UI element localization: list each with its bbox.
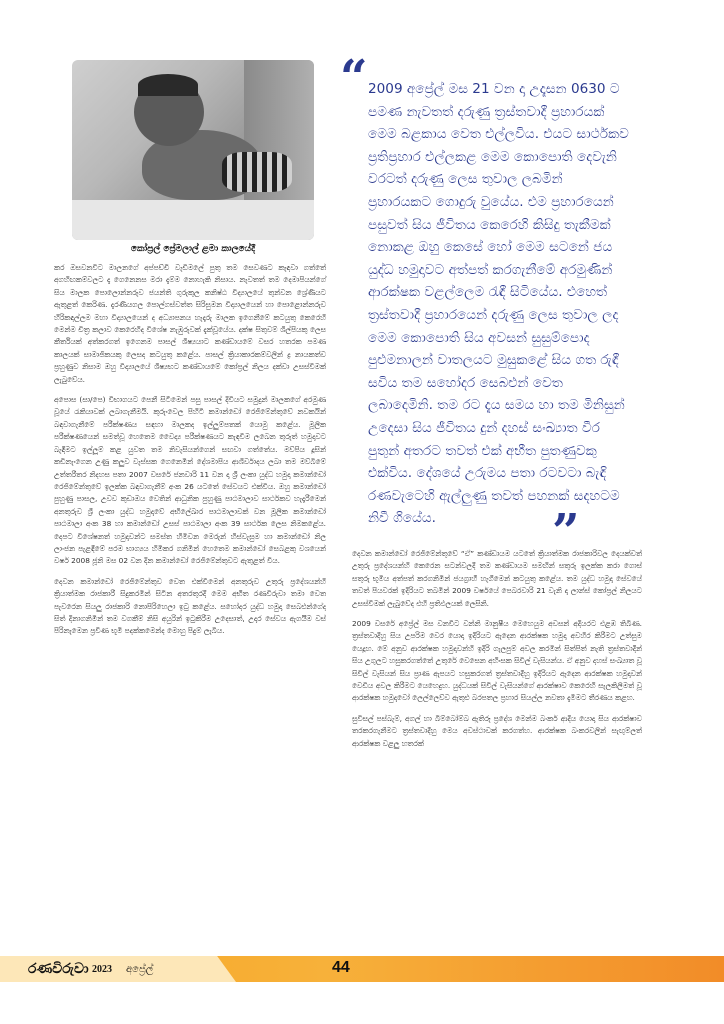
magazine-logo: රණවිරුවා — [28, 961, 89, 977]
photo-caption: කෝප්‍රල් ප්‍රේමලාල් ළමා කාලයේදී — [130, 244, 256, 254]
photo-cloth — [222, 152, 292, 192]
paragraph: සුවිසල් පස්බැම්, අගල් හා බිම්බෝම්බ ඇතිරූ ප්‍රදේශ මෙන්ම බංකර් ආදිය යොදා සිය ආරක්ෂාව තරකරගැනීමට ත්‍රස්තවාදීහු මෙය අවස්ථාවක් කරගත්හ. ආරක්ෂක බංකරවලින් සැඟුම්ලත් ආරක්ෂක වළලු හතරක් — [352, 713, 642, 748]
paragraph: දෙවන කමාන්ඩෝ රෙජිමේන්තුව වෙත එක්වීමෙන් අනතුරුව උතුරු ප්‍රදේශයන්හි ක්‍රියාත්මක රාජකාරී සිදුකරමින් සිටින අතරතුරදී මෙම අභීත රණවිරුවා තමා වෙත පැවරෙන සියලු රාජකාරි නොපිරිහෙලා ඉටු කළේය. සහෝදර යුද්ධ හමුදා සෙබළුන්ගේද සිත් දිනාගනිමින් තම වගකීම් නිසි අයුරින් ඉටුකිරීම උදෙසාත්, උදාර සේවය ඇගයීම වස් පිරිනැමෙන ප්‍රවීණ භූමි පදක්කමෙන්ද මොහු පිදුම් ලැබිය. — [54, 576, 326, 636]
issue-year: 2023 — [92, 964, 112, 975]
page-number: 44 — [332, 959, 350, 976]
quote-open-mark: “ — [340, 50, 368, 106]
paragraph: 2009 වසරේ අප්‍රේල් මස වනවිට වන්නි මානුෂීය මෙහෙයුම අවසන් අදියරට එළඹ තිබිණ. ත්‍රස්තවාදීහු සිය උපරිම වෙර යොදා ඉදිරියට ඇදෙන ආරක්ෂක හමුදා අවහිර කිරීමට උත්සුම යෙදූහ. මේ අනුව ආරක්ෂක හමුදාවන්හි ඉදිරි ගැලපුම් අවල කරමින් සිත්පිත් නැති ත්‍රස්තවාදීන් සිය උගුලට හසුකරගත්තේ උතුරේ වෙසෙන අහිංසක සිවිල් වැසියන්ය. ඒ අනුව දහස් සංඛ්‍යාත වූ සිවිල් වැසියන් සිය ප්‍රාණ ඇපයට හසුකරගත් ත්‍රස්තවාදීහු ඉදිරියට ඇදෙන ආරක්ෂක හමුදාවන් වෙඩිය අවල කිරීමට යෙහෙදුහ. යුද්ධයක් සිවිල් වැසියන්ගේ ආරක්ෂාව කෙරෙහි සැලකිලිමත් වූ ආරක්ෂක හමුදාවෝ ලෙල්ලෙව්ව ඇතුළු බරපතල ප්‍රහාර සියල්ල නවතා දැමීමට තීරණය කළහ. — [352, 619, 642, 703]
paragraph: අපොස (සා/පෙ) විභාගයට පෙනී සිටීමෙන් පසු පාසල් දිවියට සමුදුන් මාලකගේ අරමුණ වූයේ රැකියාවක් ලබාගැනීමයි. කුරුංවෙල පිහිටි කමාන්ඩෝ රෙජිමේන්තුවේ නවකයින් බඳවාගැනීමේ පරීක්ෂණය සඳහා මාලකද ඉල්ලුම්පතක් යොමු කළේය. මූලික පරීක්ෂණයෙන් සමත්වූ හෙතෙම වෛද්‍ය පරීක්ෂණයට කැඳවීම ලබෙන තුරුත් හමුදාවට බැඳීමට ඉල්ලූම් කළ යුවත තම නිවැසියන්ගෙන් සඟවා ගත්තේය. මව්පිය දූසින් කඩිනැංගෙන උණු කලුව වැස්සක ගෙනෙමින් දේශමාපිය ආශිර්වාදය ලබා තම මව්බිමේ උත්තරීතර නිදහස පතා 2007 වසරේ ජනවාරි 11 වන දා ශ්‍රී ලංකා යුද්ධ හමුදා කමාන්ඩෝ රෙජිමේන්තුවේ ඉලක්ක බඳවාගැනීම් අංක 26 යටතේ සේවයට එක්විය. ඔහු කමාන්ඩෝ පුහුණු පාසල, උවව කුඩාඔය වෙතින් ආධුනික පුහුණු පාඨමාලාව සාර්ථකව හැදෑරීමෙන් අනතුරුව ශ්‍රී ලංකා යුද්ධ හමුදාවේ අභිලේඛාර පාඨමාලාවක් වන මූලික කමාන්ඩෝ පාඨමාලා අංක 38 හා කමාන්ඩෝ උසස් පාඨමාලා අංක 39 සාර්ථක ලෙස නිමකළේය. දෙපට විශේෂනත් හමුදාවන්ට සමස්ත හිමිවන මෙරුන් හිස්වැසුම හා කමාන්ඩෝ නිල ලාංජන පැළඳීමේ පරම භාග්‍යය හිමිකර ගනිමින් හෙතෙම කමාන්ඩෝ සෙබළකු වශයෙන් වර්ෂ 2008 ජූනි මස 02 වන දින කමාන්ඩෝ රෙජිමේන්තුවට ඇතුළත් විය. — [54, 395, 326, 566]
page-footer — [0, 950, 724, 988]
paragraph: කර ඔසවනවිට මාලනගේ අප්පච්චි වැඩිමලේ පුතු තම සෙවණට කැඳවා ගත්තේ අගහිඟකම්වලට දැ ගෙනෙනස මරා දැම්ම නොහැකි නිසාය. නැවතත් තම දෙමාපියන්ගේ සිය මාලක පොලොන්නරුව ජයන්ති ගුරුකුල කනිෂ්ඨ විද්‍යාලයේ තුන්වන ශ්‍රේණියට ඇතුළත් කෙරිණ. දැරණියගල පොල්ගස්වත්ත සිරිසුමන විද්‍යාලයෙන් හා පොළොන්නරුව හිරිකඳල්ලම මහා විද්‍යාලයෙන් ද අධ්‍යාපනය හැදෑරු මාලක ඉගෙනීමේ කටයුතු කෙරෙහි මෙන්ම චිත්‍ර කලාව කෙරෙහිද විශේෂ නැඹුරුවක් දැක්වූයේය. දක්ෂ සිතුවම් ශිල්පියකු ලෙස කීර්තියක් අත්කරගත් ඉගෙනම පාසල් ශිෂ්‍යයාට කණ්ඩායමේ වසර හතරක පමණ කාලයක් සාමාජිකයකු ලෙසද කටයුතු කළේය. පාසල් ක්‍රියාකාරකම්වලින් ද්‍ර නායකත්ව ප්‍රහුණුව නිසාම ඔහු විද්‍යාලයේ ශිෂ්‍යභට කණ්ඩායමේ කෝප්‍රල් නිලය දක්වා උසස්වීමක් ලැබුවේය. — [54, 263, 326, 384]
paragraph: දෙවන කමාන්ඩෝ රෙජිමේන්තුවේ “ඒ” කණ්ඩායම යටතේ ක්‍රියාත්මක රාජකාරිවල දෙයක්වත් උතුරු ප්‍රදේශයන්හි කෙරෙන සටන්වලදී තම කණ්ඩායම සමඟින් සතුරු ඉලක්ක කරා ගොස් සතුරු භූමිය අත්පත් කරගනිමින් ජයග්‍රාහී හැගීමෙන් කටයුතු කළේය. තම යුද්ධ හමුදා සේවයේ තවත් පියවරක් ඉදිරියට තබමින් 2009 වර්ෂයේ පෙබරවාරි 21 වැනි දා ලාන්ස් කෝප්‍රල් නිලයට උසස්වීමක් ලැබුවේද එහි ප්‍රතිඵලයක් ලෙසිනි. — [352, 549, 642, 608]
portrait-photo — [72, 60, 314, 240]
photo-rug — [72, 200, 314, 240]
pull-quote: 2009 අප්‍රේල් මස 21 වන දා උදෑසන 0630 ට පමණ නැවතත් දරුණු ත්‍රස්තවාදී ප්‍රහාරයක් මෙම බළකාය වෙත එල්ලවිය. එයට සාර්ථකව ප්‍රතිප්‍රහාර එල්ලකළ මෙම කොපොති දෙවැනි වරටත් දරුණු ලෙස තුවාල ලබමින් ප්‍රහාරයකට ගොදුරු වුයේය. එම ප්‍රහාරයෙන් පසුවත් සිය ජීවිතය කෙරෙහි කිසිදු තැකීමක් නොකළ ඔහු කෙසේ හෝ මෙම සටනේ ජය යුද්ධ හමුදාවට අත්පත් කරගැනීමේ අරමුණින් ආරක්ෂක වළල්ලෙම රැඳී සිටියේය. එහෙත් ත්‍රස්තවාදී ප්‍රහාරයෙන් දරුණු ලෙස තුවාල ලද මෙම කොපොති සිය අවසන් සුසුම්පොද පුළුමනාලන් වාතලයට මුසුකළේ සිය ගත රුඳී සවිය තම සහෝදර සෙබළුන් වෙත ලබාදෙමිනි. තම රට දැය සමය හා තම මිනිසුන් උදෙසා සිය ජීවිතය දුන් දහස් සංඛ්‍යාත වීර පුතුන් අතරට තවත් එක් අභීත පුතණුවකු එක්විය. දේශයේ උරුමය පතා රටවටා බැඳි රණවැටෙහි ඇල්ලුණු තවත් පහනක් සදහටම නිවී ගියේය. — [368, 81, 629, 527]
issue-month: අප්‍රේල් — [126, 964, 154, 975]
photo-figure-hair — [138, 74, 198, 96]
right-column — [352, 548, 642, 758]
quote-close-mark: ” — [552, 504, 580, 560]
left-column — [54, 262, 326, 646]
